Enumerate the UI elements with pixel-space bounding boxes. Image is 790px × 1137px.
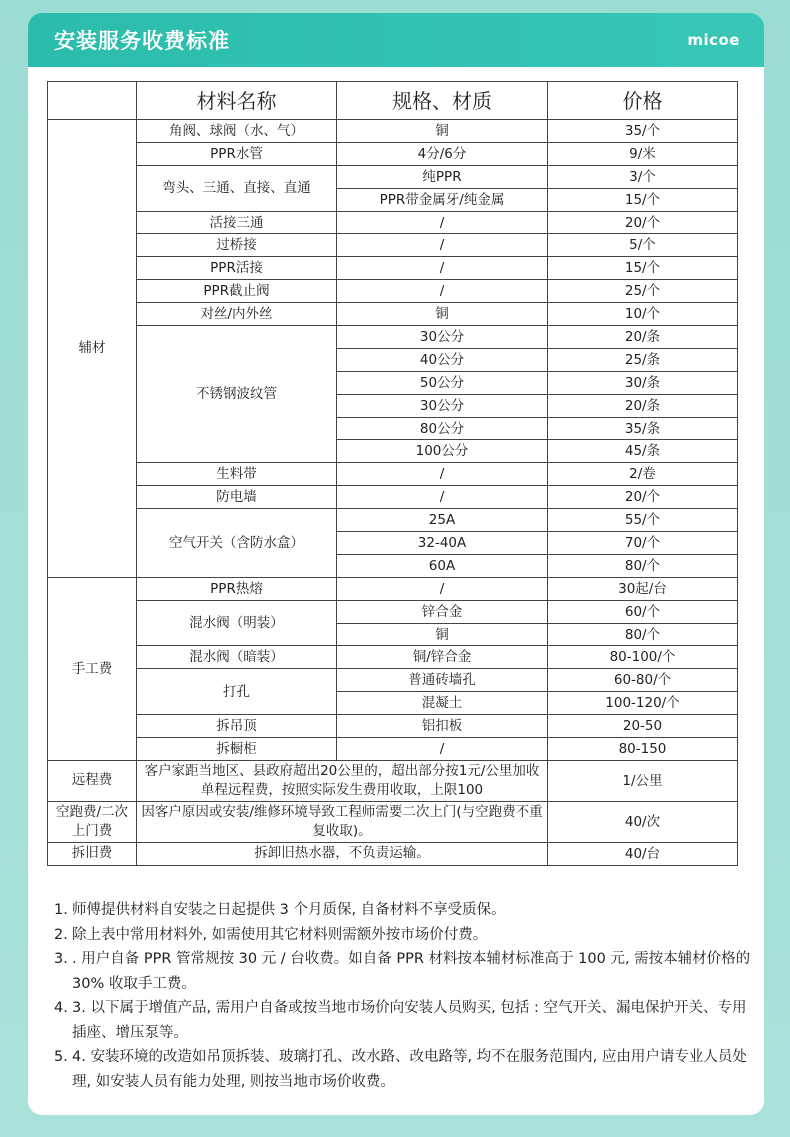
spec-cell: 铜 <box>337 303 548 326</box>
table-row <box>48 303 738 326</box>
spec-cell: 25A <box>337 509 548 532</box>
item-name-cell: 弯头、三通、直接、直通 <box>137 165 337 211</box>
note-number: 5. <box>54 1049 68 1065</box>
spec-cell: 纯PPR <box>337 165 548 188</box>
price-cell: 100-120/个 <box>548 692 738 715</box>
column-header <box>48 82 137 120</box>
price-cell: 40/次 <box>548 801 738 842</box>
spec-cell: 铜 <box>337 120 548 143</box>
spec-cell: / <box>337 234 548 257</box>
note-text: 4. 安装环境的改造如吊顶拆装、玻璃打孔、改水路、改电路等, 均不在服务范围内, 应由用户请专业人员处理, 如安装人员有能力处理, 则按当地市场价收费。 <box>72 1049 747 1090</box>
table-row <box>48 600 738 623</box>
price-cell: 80-150 <box>548 738 738 761</box>
price-cell: 3/个 <box>548 165 738 188</box>
price-cell: 60/个 <box>548 600 738 623</box>
table-row <box>48 142 738 165</box>
item-name-cell: PPR截止阀 <box>137 280 337 303</box>
note-text: 3. 以下属于增值产品, 需用户自备或按当地市场价向安装人员购买, 包括 : 空气开关、漏电保护开关、专用插座、增压泵等。 <box>72 1000 747 1041</box>
page-title: 安装服务收费标准 <box>54 29 230 53</box>
item-name-cell: PPR水管 <box>137 142 337 165</box>
table-row <box>48 280 738 303</box>
category-cell: 手工费 <box>48 577 137 760</box>
note-number: 2. <box>54 926 68 943</box>
spec-cell: 30公分 <box>337 326 548 349</box>
price-cell: 5/个 <box>548 234 738 257</box>
price-cell: 80/个 <box>548 623 738 646</box>
spec-cell: 铝扣板 <box>337 715 548 738</box>
fee-desc-cell: 客户家距当地区、县政府超出20公里的，超出部分按1元/公里加收单程远程费，按照实际发生费用收取，上限100 <box>137 760 548 801</box>
brand-logo: micoe <box>687 31 740 49</box>
spec-cell: / <box>337 738 548 761</box>
table-row <box>48 715 738 738</box>
price-cell: 15/个 <box>548 257 738 280</box>
spec-cell: 32-40A <box>337 532 548 555</box>
item-name-cell: 打孔 <box>137 669 337 715</box>
price-cell: 70/个 <box>548 532 738 555</box>
price-cell: 80-100/个 <box>548 646 738 669</box>
note-number: 1. <box>54 902 68 918</box>
table-row <box>48 646 738 669</box>
fee-desc-cell: 因客户原因或安装/维修环境导致工程师需要二次上门(与空跑费不重复收取)。 <box>137 801 548 842</box>
note-item <box>54 996 754 1045</box>
spec-cell: / <box>337 280 548 303</box>
table-row <box>48 486 738 509</box>
item-name-cell: 生料带 <box>137 463 337 486</box>
spec-cell: 铜 <box>337 623 548 646</box>
table-row <box>48 509 738 532</box>
price-cell: 20/条 <box>548 394 738 417</box>
item-name-cell: 过桥接 <box>137 234 337 257</box>
spec-cell: 30公分 <box>337 394 548 417</box>
spec-cell: 普通砖墙孔 <box>337 669 548 692</box>
notes-list <box>54 898 754 1094</box>
column-header: 材料名称 <box>137 82 337 120</box>
table-row <box>48 801 738 842</box>
table-row <box>48 842 738 865</box>
fee-desc-cell: 拆卸旧热水器，不负责运输。 <box>137 842 548 865</box>
note-text: 除上表中常用材料外, 如需使用其它材料则需额外按市场价付费。 <box>72 926 488 943</box>
item-name-cell: 混水阀（明装） <box>137 600 337 646</box>
spec-cell: 混凝土 <box>337 692 548 715</box>
price-cell: 45/条 <box>548 440 738 463</box>
note-text: 师傅提供材料自安装之日起提供 3 个月质保, 自备材料不享受质保。 <box>72 902 506 918</box>
spec-cell: PPR带金属牙/纯金属 <box>337 188 548 211</box>
price-cell: 35/条 <box>548 417 738 440</box>
pricing-card <box>28 13 764 1115</box>
table-header-row <box>48 82 738 120</box>
item-name-cell: 拆吊顶 <box>137 715 337 738</box>
spec-cell: 铜/锌合金 <box>337 646 548 669</box>
item-name-cell: 对丝/内外丝 <box>137 303 337 326</box>
category-cell: 辅材 <box>48 120 137 578</box>
table-row <box>48 577 738 600</box>
table-row <box>48 669 738 692</box>
spec-cell: / <box>337 257 548 280</box>
spec-cell: 40公分 <box>337 348 548 371</box>
spec-cell: / <box>337 211 548 234</box>
price-cell: 10/个 <box>548 303 738 326</box>
note-item <box>54 923 754 948</box>
price-cell: 20-50 <box>548 715 738 738</box>
item-name-cell: 防电墙 <box>137 486 337 509</box>
price-cell: 15/个 <box>548 188 738 211</box>
price-cell: 40/台 <box>548 842 738 865</box>
item-name-cell: 活接三通 <box>137 211 337 234</box>
table-body <box>48 120 738 866</box>
price-cell: 9/米 <box>548 142 738 165</box>
spec-cell: 50公分 <box>337 371 548 394</box>
note-item <box>54 947 754 996</box>
header-bar <box>28 13 764 67</box>
price-cell: 25/个 <box>548 280 738 303</box>
spec-cell: / <box>337 463 548 486</box>
table-row <box>48 211 738 234</box>
item-name-cell: PPR热熔 <box>137 577 337 600</box>
spec-cell: / <box>337 577 548 600</box>
column-header: 规格、材质 <box>337 82 548 120</box>
item-name-cell: PPR活接 <box>137 257 337 280</box>
fee-label-cell: 远程费 <box>48 760 137 801</box>
note-item <box>54 1045 754 1094</box>
spec-cell: 60A <box>337 554 548 577</box>
table-row <box>48 463 738 486</box>
price-cell: 25/条 <box>548 348 738 371</box>
note-item <box>54 898 754 923</box>
table-row <box>48 760 738 801</box>
note-text: . 用户自备 PPR 管常规按 30 元 / 台收费。如自备 PPR 材料按本辅材标准高于 100 元, 需按本辅材价格的 30% 收取手工费。 <box>72 951 751 992</box>
price-cell: 20/个 <box>548 486 738 509</box>
spec-cell: / <box>337 486 548 509</box>
price-cell: 2/卷 <box>548 463 738 486</box>
price-cell: 1/公里 <box>548 760 738 801</box>
column-header: 价格 <box>548 82 738 120</box>
price-cell: 20/个 <box>548 211 738 234</box>
price-cell: 20/条 <box>548 326 738 349</box>
price-cell: 35/个 <box>548 120 738 143</box>
fee-label-cell: 空跑费/二次上门费 <box>48 801 137 842</box>
item-name-cell: 不锈钢波纹管 <box>137 326 337 463</box>
spec-cell: 80公分 <box>337 417 548 440</box>
spec-cell: 100公分 <box>337 440 548 463</box>
item-name-cell: 角阀、球阀（水、气） <box>137 120 337 143</box>
price-cell: 30起/台 <box>548 577 738 600</box>
price-cell: 30/条 <box>548 371 738 394</box>
item-name-cell: 混水阀（暗装） <box>137 646 337 669</box>
table-row <box>48 165 738 188</box>
table-row <box>48 326 738 349</box>
item-name-cell: 拆橱柜 <box>137 738 337 761</box>
table-row <box>48 738 738 761</box>
note-number: 3. <box>54 951 68 967</box>
fee-label-cell: 拆旧费 <box>48 842 137 865</box>
spec-cell: 锌合金 <box>337 600 548 623</box>
item-name-cell: 空气开关（含防水盒） <box>137 509 337 578</box>
spec-cell: 4分/6分 <box>337 142 548 165</box>
price-cell: 80/个 <box>548 554 738 577</box>
table-row <box>48 234 738 257</box>
pricing-table <box>47 81 738 866</box>
price-cell: 60-80/个 <box>548 669 738 692</box>
note-number: 4. <box>54 1000 68 1016</box>
table-row <box>48 120 738 143</box>
price-cell: 55/个 <box>548 509 738 532</box>
table-row <box>48 257 738 280</box>
